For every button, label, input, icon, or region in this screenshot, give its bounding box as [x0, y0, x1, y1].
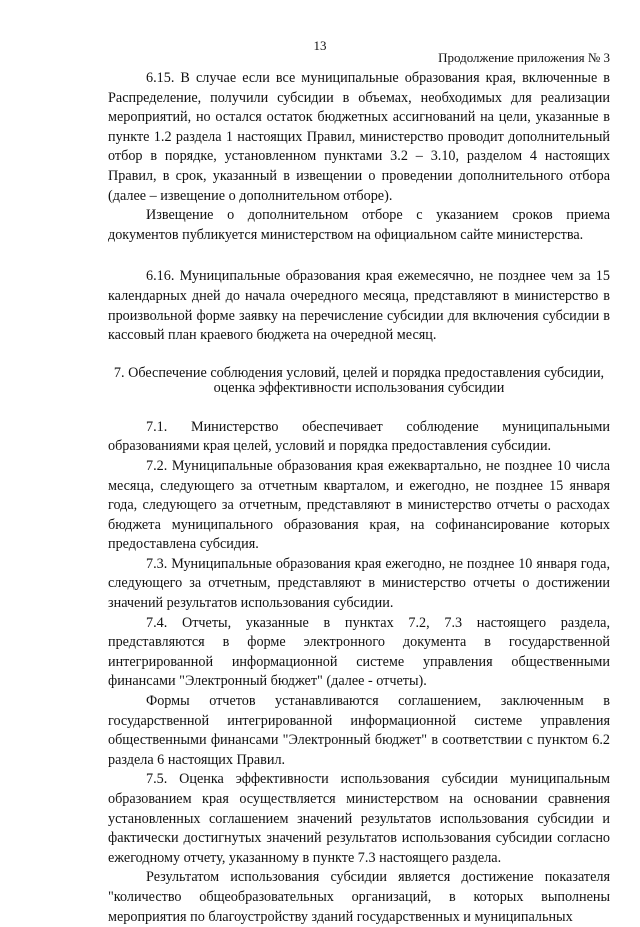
paragraph-7-1: 7.1. Министерство обеспечивает соблюдение муниципальными образованиями края целей, условий и порядка предоставления субсидии.: [108, 418, 610, 455]
section-7-title: 7. Обеспечение соблюдения условий, целей и порядка предоставления субсидии, оценка эффективности использования субсидии: [113, 364, 605, 396]
paragraph-6-16: 6.16. Муниципальные образования края ежемесячно, не позднее чем за 15 календарных дней до начала очередного месяца, представляют в министерство в произвольной форме заявку на перечисление субсидии для включения субсидии в кассовый план краевого бюджета на очередной месяц.: [108, 268, 610, 344]
paragraph-7-5: 7.5. Оценка эффективности использования субсидии муниципальным образованием края осуществляется министерством на основании сравнения установленных соглашением значений результатов использования субсидии и фактически достигнутых значений результатов использования субсидии согласно ежегодному отчету, указанному в пункте 7.3 настоящего раздела.: [108, 771, 610, 866]
paragraph-6-15: 6.15. В случае если все муниципальные образования края, включенные в Распределение, получили субсидии в объемах, необходимых для реализации мероприятий, но остался остаток бюджетных ассигнований на цели, указанные в пункте 1.2 раздела 1 настоящих Правил, министерство проводит дополнительный отбор в порядке, установленном пунктами 3.2 – 3.10, разделом 4 настоящих Правил, в срок, указанный в извещении о проведении дополнительного отбора (далее – извещение о дополнительном отборе).: [108, 70, 610, 204]
paragraph-7-4: 7.4. Отчеты, указанные в пунктах 7.2, 7.3 настоящего раздела, представляются в форме электронного документа в государственной интегрированной информационной системе управления общественными финансами "Электронный бюджет" (далее - отчеты).: [108, 614, 610, 690]
paragraph-7-5-result: Результатом использования субсидии является достижение показателя "количество общеобразовательных организаций, в которых выполнены мероприятия по благоустройству зданий государственных и муниципальных: [108, 869, 610, 925]
paragraph-6-15-notice: Извещение о дополнительном отборе с указанием сроков приема документов публикуется министерством на официальном сайте министерства.: [108, 207, 610, 243]
page-number: 13: [313, 38, 327, 53]
appendix-continuation-note: Продолжение приложения № 3: [438, 50, 610, 65]
paragraph-7-2: 7.2. Муниципальные образования края ежеквартально, не позднее 10 числа месяца, следующего за отчетным кварталом, и ежегодно, не позднее 15 января года, следующего за отчетным, представляют в министерство отчеты о расходах бюджета муниципального образования края, на софинансирование которых предоставлена субсидия.: [108, 457, 610, 553]
paragraph-7-4-forms: Формы отчетов устанавливаются соглашением, заключенным в государственной интегрированной информационной системе управления общественными финансами "Электронный бюджет" в соответствии с пунктом 6.2 раздела 6 настоящих Правил.: [108, 693, 610, 768]
document-body: [108, 69, 610, 927]
paragraph-7-3: 7.3. Муниципальные образования края ежегодно, не позднее 10 января года, следующего за отчетным, представляют в министерство отчеты о достижении значений результатов использования субсидии.: [108, 555, 610, 612]
